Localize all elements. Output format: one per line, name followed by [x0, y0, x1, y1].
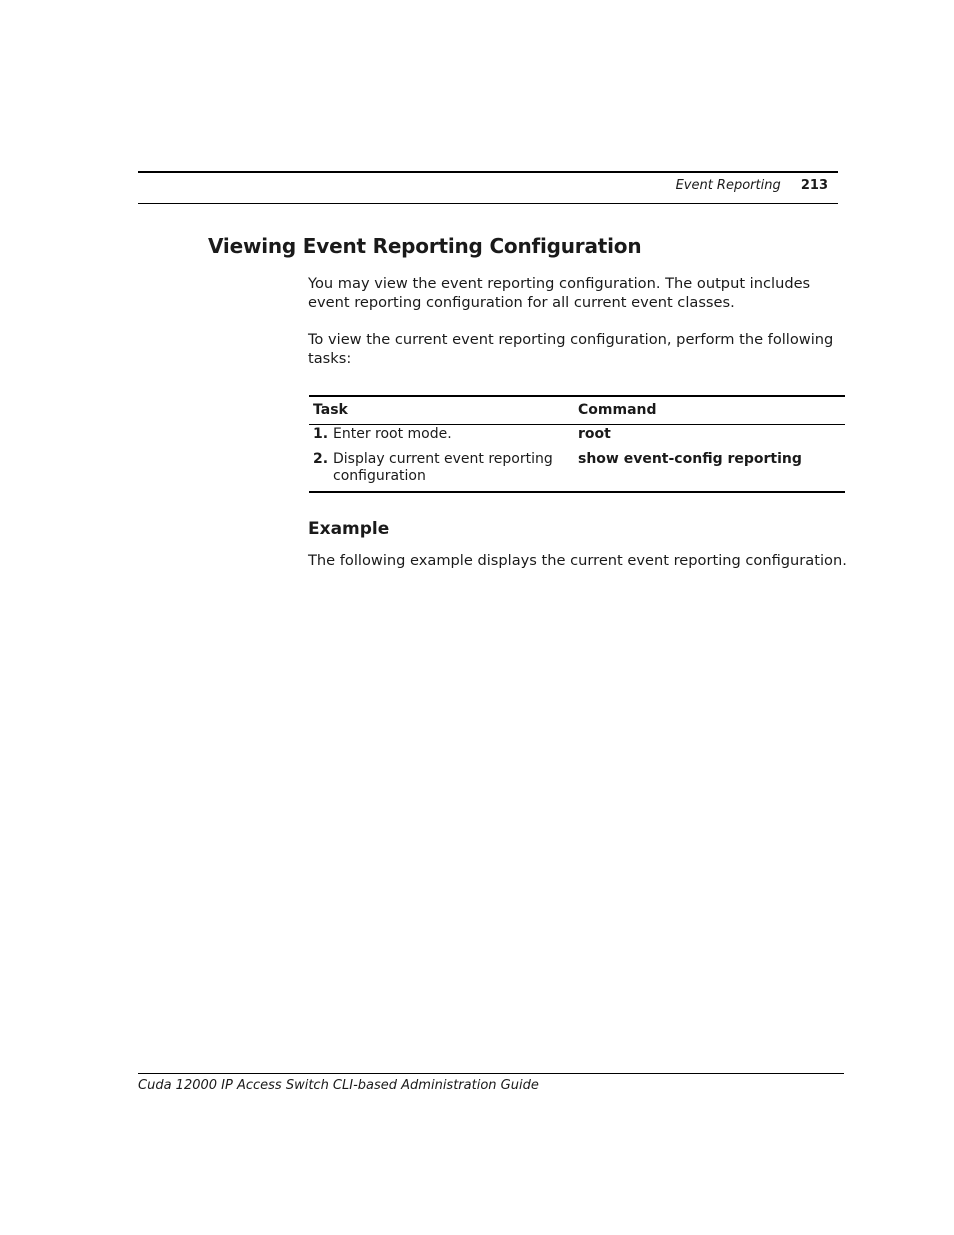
- header-top-rule: [138, 171, 838, 173]
- task-text: Display current event reporting configuration: [333, 451, 553, 484]
- table-row: [309, 425, 845, 452]
- table-header-row: [309, 396, 845, 425]
- example-paragraph: The following example displays the current event reporting configuration.: [308, 552, 847, 569]
- task-text: Enter root mode.: [333, 426, 452, 442]
- section-heading: Viewing Event Reporting Configuration: [208, 234, 642, 258]
- example-heading: Example: [308, 519, 390, 539]
- column-header-task: Task: [313, 402, 348, 418]
- task-cell: [309, 451, 574, 492]
- footer-rule: [138, 1073, 844, 1074]
- intro-paragraph: You may view the event reporting configuration. The output includes event reporting configuration for all current event classes.: [308, 275, 811, 311]
- command-cell: show event-config reporting: [578, 451, 802, 467]
- column-header-command: Command: [578, 402, 657, 418]
- task-command-table: [309, 395, 845, 493]
- command-cell: root: [578, 426, 611, 442]
- running-head-section: Event Reporting: [675, 178, 781, 193]
- step-number: 2.: [313, 451, 329, 467]
- header-bottom-rule: [138, 203, 838, 204]
- instruction-paragraph: To view the current event reporting configuration, perform the following tasks:: [308, 331, 834, 367]
- running-head: [676, 178, 828, 194]
- footer-title: Cuda 12000 IP Access Switch CLI-based Administration Guide: [138, 1078, 539, 1093]
- task-cell: [309, 425, 574, 452]
- step-number: 1.: [313, 426, 329, 442]
- page-number: 213: [800, 178, 828, 193]
- table-row: [309, 451, 845, 492]
